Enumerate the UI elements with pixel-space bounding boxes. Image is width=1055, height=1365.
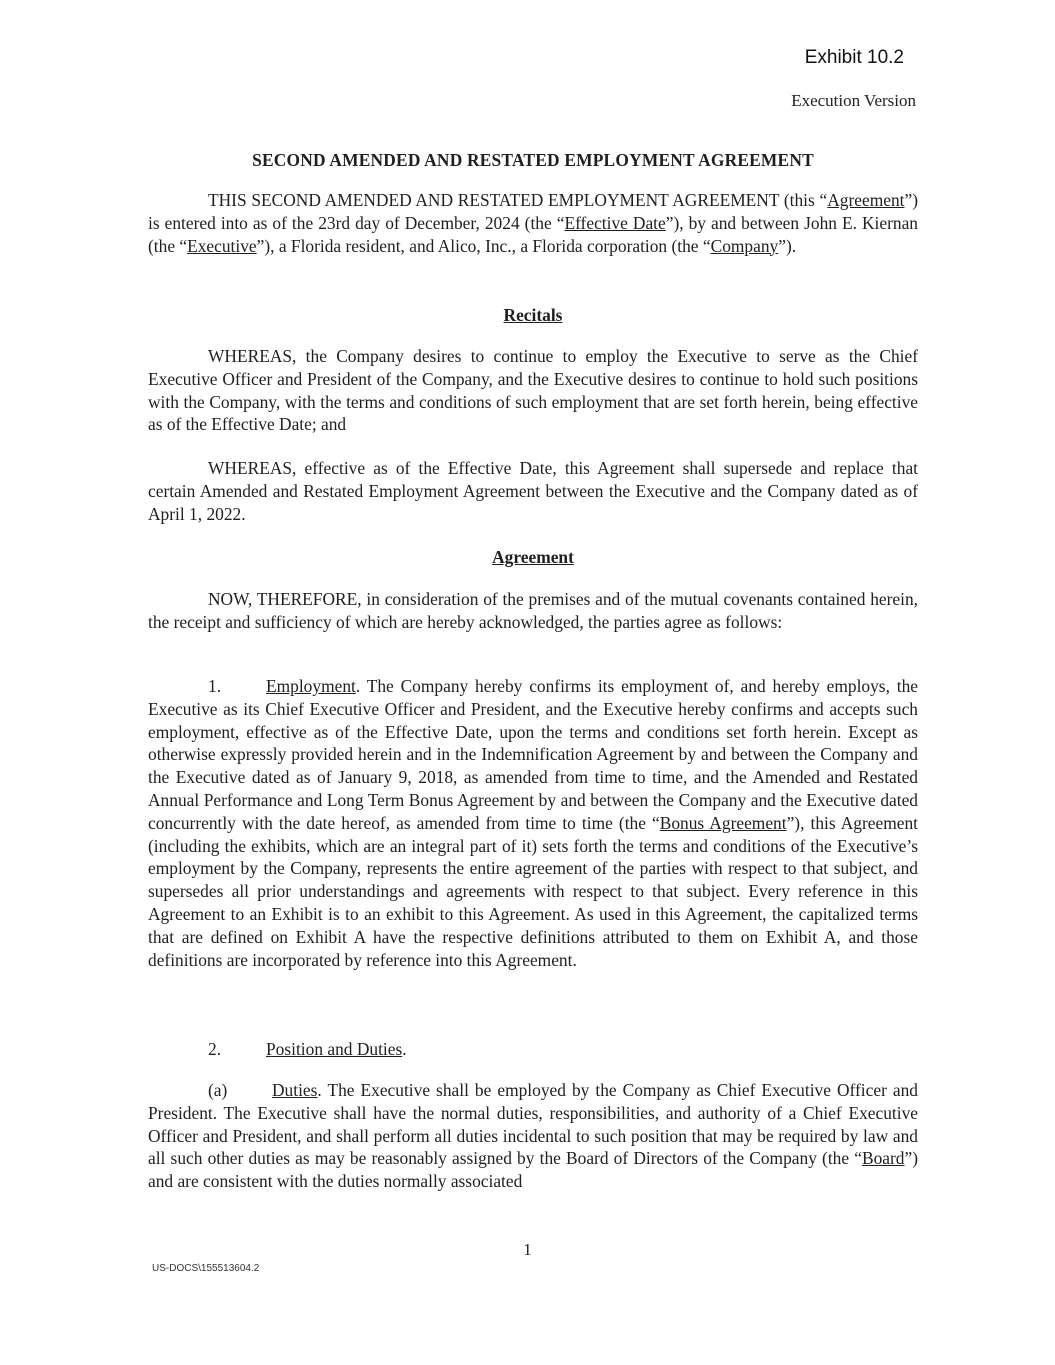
section-title-position-duties: Position and Duties xyxy=(266,1039,403,1059)
page-number: 1 xyxy=(523,1240,532,1259)
section-number: 1. xyxy=(208,676,222,696)
defined-term-bonus-agreement: Bonus Agreement xyxy=(659,812,787,833)
section-1-employment: 1. Employment. The Company hereby confirms its employment of, and hereby employs, the Executive as its Chief Executive Officer and President, and the Executive hereby confirms and accepts such employment, effective as of the Effective Date, upon the terms and conditions set forth herein. Except as otherwise expressly provided herein and in the Indemnification Agreement by and between the Company and the Executive dated as of January 9, 2018, as amended from time to time, and the Amended and Restated Annual Performance and Long Term Bonus Agreement by and between the Company and the Executive dated concurrently with the date hereof, as amended from time to time (the “Bonus Agreement”), this Agreement (including the exhibits, which are an integral part of it) sets forth the terms and conditions of the Executive’s employment by the Company, represents the entire agreement of the parties with respect to that subject, and supersedes all prior understandings and agreements with respect to that subject. Every reference in this Agreement to an Exhibit is to an exhibit to this Agreement. As used in this Agreement, the capitalized terms that are defined on Exhibit A have the respective definitions attributed to them on Exhibit A, and those definitions are incorporated by reference into this Agreement. xyxy=(148,676,918,970)
section-title-employment: Employment xyxy=(266,676,356,696)
recitals-heading: Recitals xyxy=(503,305,563,325)
recital-paragraph-1: WHEREAS, the Company desires to continue to employ the Executive to serve as the Chief Executive Officer and President of the Company, and the Executive desires to continue to hold such positions with the Company, with the terms and conditions of such employment that are set forth herein, being effective as of the Effective Date; and xyxy=(148,346,918,435)
section-2a-duties: (a) Duties. The Executive shall be employed by the Company as Chief Executive Officer and President. The Executive shall have the normal duties, responsibilities, and authority of a Chief Executive Officer and President, and shall perform all duties incidental to such position that may be required by law and all such other duties as may be reasonably assigned by the Board of Directors of the Company (the “Board”) and are consistent with the duties normally associated xyxy=(148,1080,918,1192)
defined-term-company: Company xyxy=(710,235,779,256)
exhibit-label: Exhibit 10.2 xyxy=(804,47,904,68)
execution-version-label: Execution Version xyxy=(791,91,916,110)
defined-term-agreement: Agreement xyxy=(827,190,905,210)
subsection-title-duties: Duties xyxy=(272,1080,318,1100)
defined-term-effective-date: Effective Date xyxy=(564,212,666,233)
subsection-number: (a) xyxy=(208,1080,228,1100)
agreement-heading: Agreement xyxy=(492,547,574,567)
agreement-preamble: NOW, THEREFORE, in consideration of the premises and of the mutual covenants contained herein, the receipt and sufficiency of which are hereby acknowledged, the parties agree as follows: xyxy=(148,589,918,632)
section-2-heading: 2. Position and Duties. xyxy=(208,1039,407,1059)
document-title: SECOND AMENDED AND RESTATED EMPLOYMENT AGREEMENT xyxy=(252,150,814,170)
intro-paragraph: THIS SECOND AMENDED AND RESTATED EMPLOYMENT AGREEMENT (this “Agreement”) is entered into as of the 23rd day of December, 2024 (the “Effective Date”), by and between John E. Kiernan (the “Executive”), a Florida resident, and Alico, Inc., a Florida corporation (the “Company”). xyxy=(148,190,918,256)
document-id: US-DOCS\155513604.2 xyxy=(152,1263,260,1274)
defined-term-board: Board xyxy=(861,1148,905,1169)
recital-paragraph-2: WHEREAS, effective as of the Effective Date, this Agreement shall supersede and replace that certain Amended and Restated Employment Agreement between the Executive and the Company dated as of April 1, 2022. xyxy=(148,458,918,524)
defined-term-executive: Executive xyxy=(187,235,257,256)
section-number: 2. xyxy=(208,1039,222,1059)
